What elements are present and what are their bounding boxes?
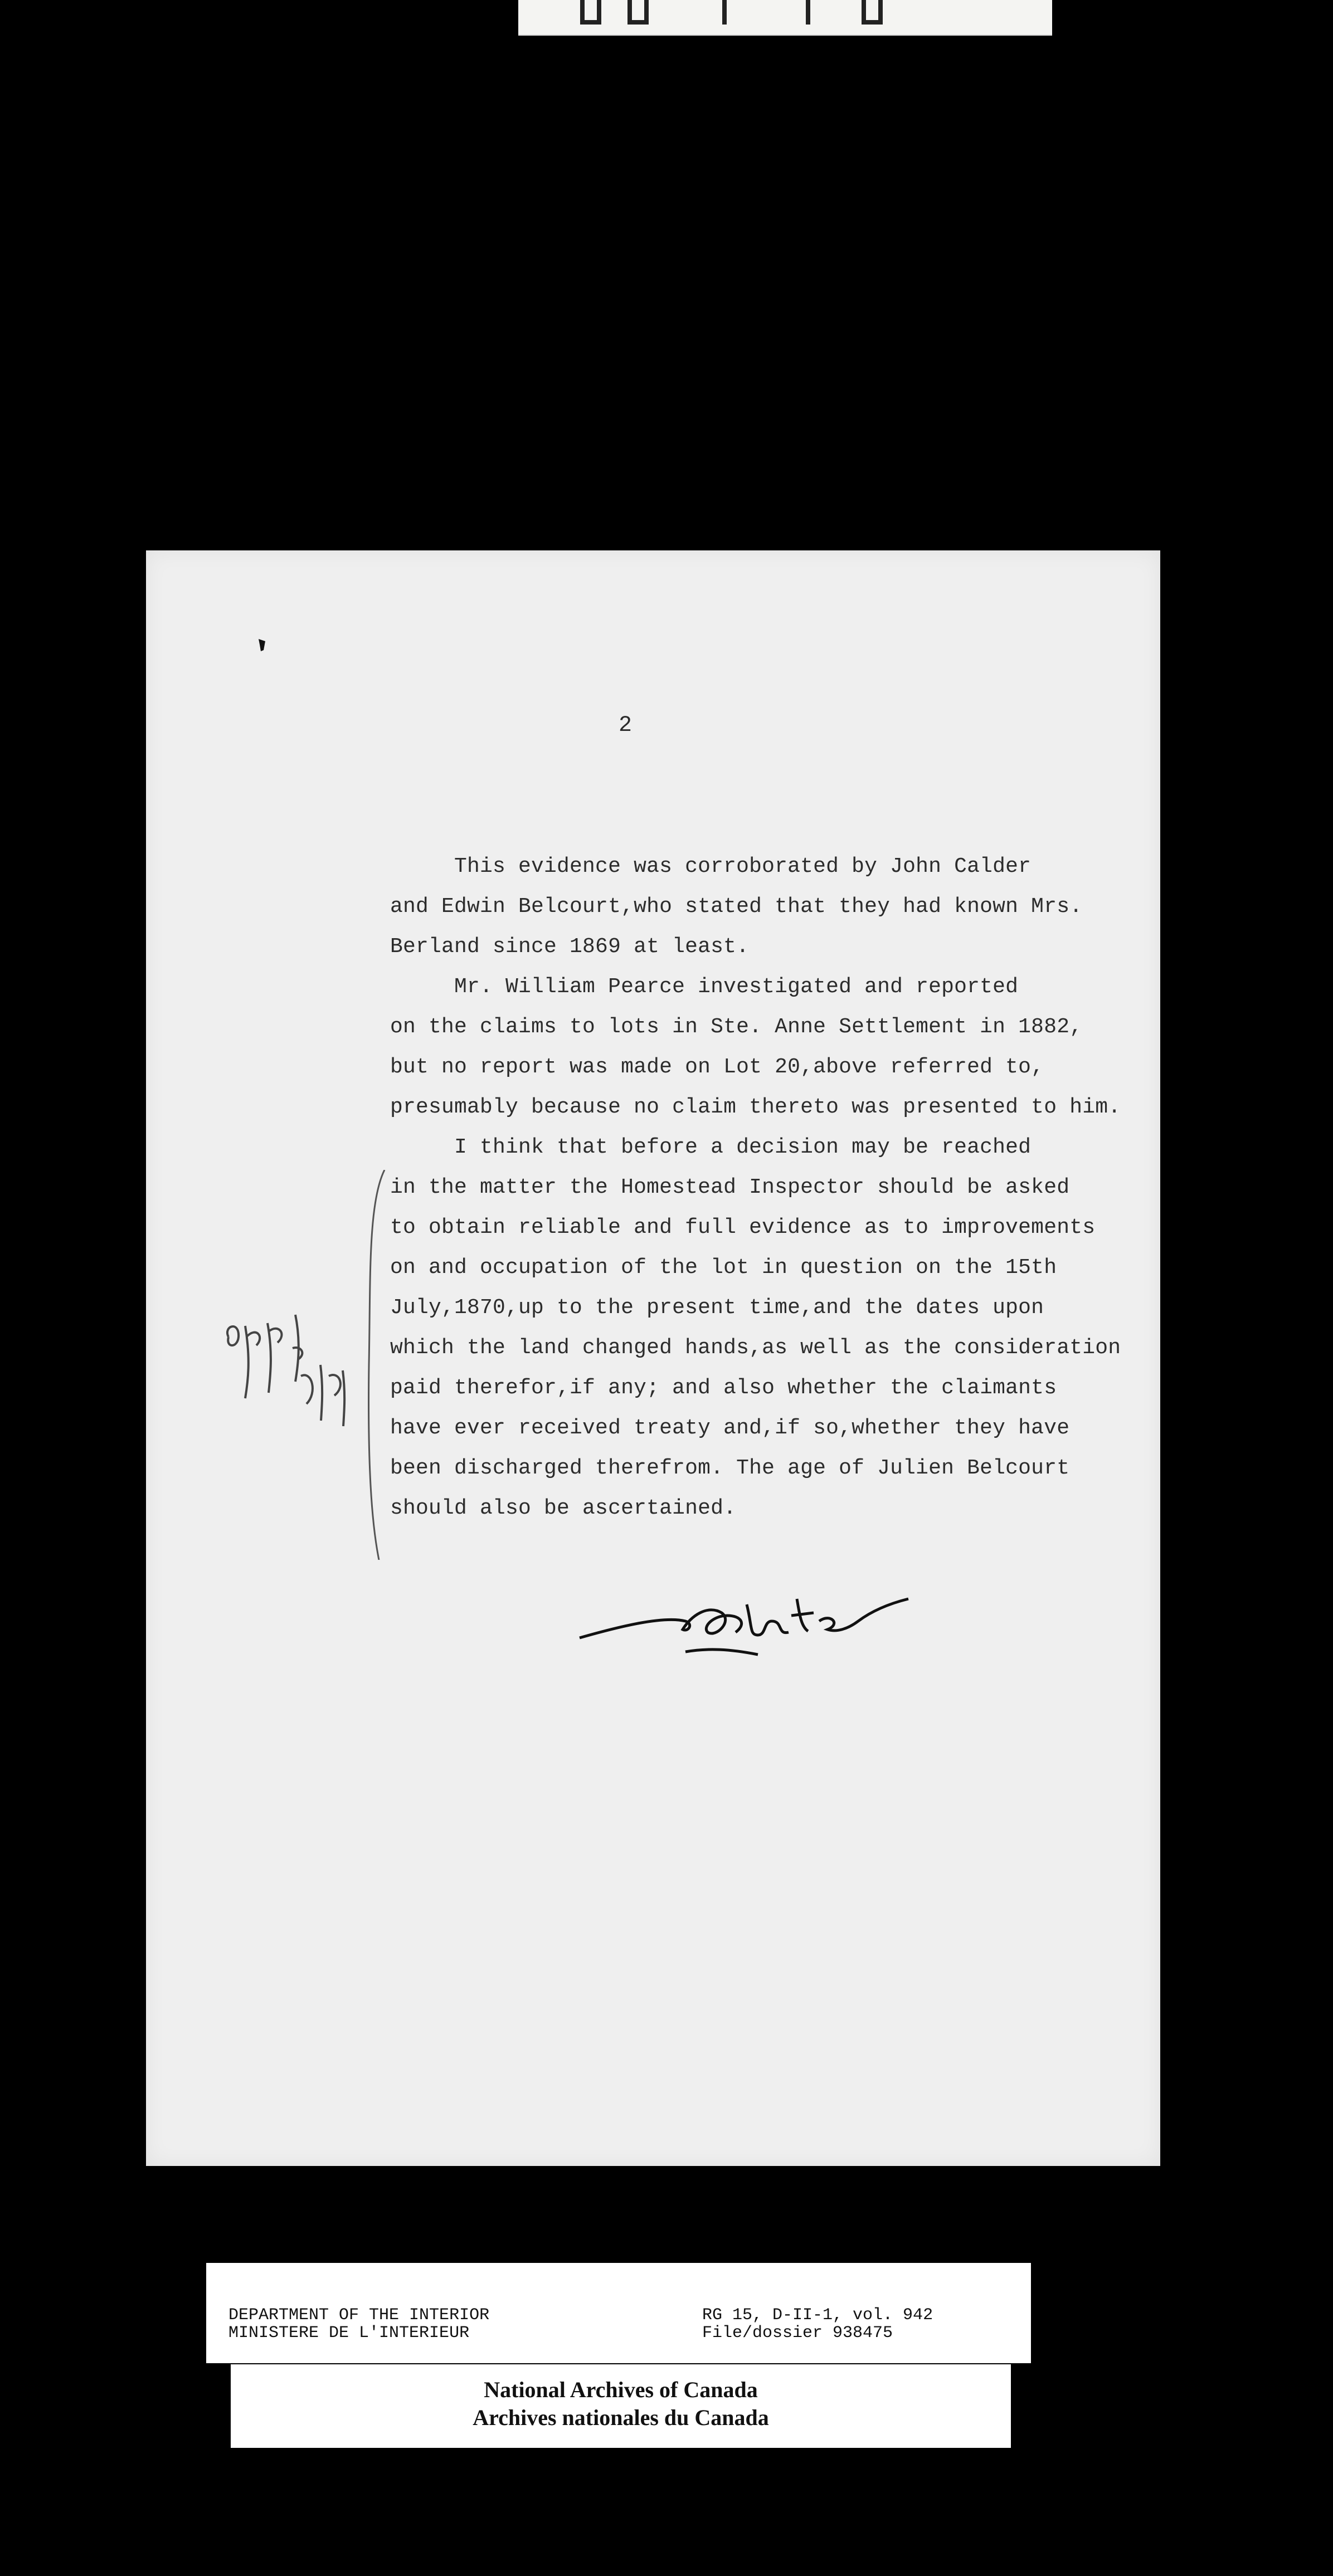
handwritten-margin-note xyxy=(217,1292,362,1460)
archive-credit xyxy=(231,2364,1011,2448)
department-en: DEPARTMENT OF THE INTERIOR xyxy=(228,2306,490,2325)
body-line: been discharged therefrom. The age of Julien Belcourt xyxy=(390,1456,1070,1480)
body-line: to obtain reliable and full evidence as to improvements xyxy=(390,1216,1096,1240)
body-line: presumably because no claim thereto was presented to him. xyxy=(390,1095,1121,1119)
body-line: Berland since 1869 at least. xyxy=(390,935,750,959)
body-line: paid therefor,if any; and also whether the claimants xyxy=(390,1376,1057,1400)
page-number: 2 xyxy=(619,713,633,738)
department-label xyxy=(228,2306,489,2342)
reference-label xyxy=(702,2306,933,2342)
record-group-reference: RG 15, D-II-1, vol. 942 xyxy=(702,2306,933,2325)
archive-name-fr: Archives nationales du Canada xyxy=(473,2405,769,2430)
body-line: on the claims to lots in Ste. Anne Settlement in 1882, xyxy=(390,1015,1083,1039)
body-line: on and occupation of the lot in question on the 15th xyxy=(390,1256,1057,1280)
body-line: in the matter the Homestead Inspector should be asked xyxy=(390,1175,1070,1199)
film-frame-marks xyxy=(518,0,1052,35)
body-line: which the land changed hands,as well as the consideration xyxy=(390,1336,1121,1360)
body-line: have ever received treaty and,if so,whether they have xyxy=(390,1416,1070,1440)
body-line: Mr. William Pearce investigated and reported xyxy=(390,975,1019,999)
body-line: and Edwin Belcourt,who stated that they had known Mrs. xyxy=(390,895,1083,919)
file-number: File/dossier 938475 xyxy=(702,2324,893,2343)
body-line: July,1870,up to the present time,and the dates upon xyxy=(390,1296,1044,1320)
signature xyxy=(574,1582,964,1671)
archive-name-en: National Archives of Canada xyxy=(484,2377,758,2402)
ink-spot xyxy=(256,638,267,652)
department-fr: MINISTERE DE L'INTERIEUR xyxy=(228,2324,470,2343)
microfilm-label xyxy=(206,2263,1031,2363)
body-line: I think that before a decision may be reached xyxy=(390,1135,1032,1159)
body-line: should also be ascertained. xyxy=(390,1496,737,1520)
body-line: but no report was made on Lot 20,above referred to, xyxy=(390,1055,1044,1079)
body-line: This evidence was corroborated by John Calder xyxy=(390,855,1032,879)
typed-body xyxy=(390,847,1121,1529)
top-film-strip xyxy=(518,0,1052,36)
